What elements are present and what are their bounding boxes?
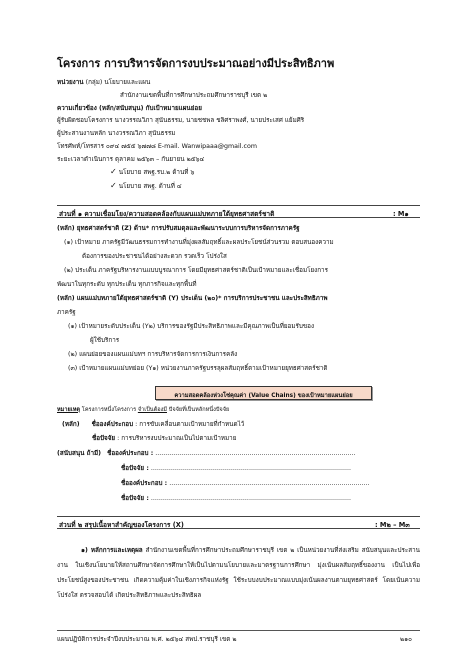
s1-line-9: ผู้ใช้บริการ [90,337,120,344]
phone-email: โทรศัพท์/โทรสาร ๐๙๔ ๗๕๕ ๖๗๗๘ E-mail. Wanwipaaa@gmail.com [57,143,257,150]
footer-text: แผนปฏิบัติการประจำปีงบประมาณ พ.ศ. ๒๕๖๔ สพป.ราชบุรี เขต ๒ [57,636,237,643]
s1-line-10: (๒) แผนย่อยของแผนแม่บทฯ การบริหารจัดการการเงินการคลัง [68,351,238,358]
s1-line-1: (หลัก) ยุทธศาสตร์ชาติ (Z) ด้าน* การปรับสมดุลและพัฒนาระบบการบริหารจัดการภาครัฐ [57,225,300,232]
support-name: ชื่อองค์ประกอบ : [121,480,168,487]
agency-office: สำนักงานเขตพื้นที่การศึกษาประถมศึกษาราชบุรี เขต ๒ [120,92,268,99]
footer-divider [57,630,420,631]
support-name: ชื่อปัจจัย : [121,465,149,472]
support-row-2 [121,466,351,472]
document-title: โครงการ การบริหารจัดการงบประมาณอย่างมีประสิทธิภาพ [57,57,335,70]
s1-line-5: พัฒนาในทุกระดับ ทุกประเด็น ทุกภารกิจและทุกพื้นที่ [57,281,197,288]
check-icon: ✓ [110,181,117,190]
section-1-header [57,205,420,218]
section-2-header [57,516,420,529]
support-dots: .................................................................................................... [150,465,352,472]
agency-line [57,80,150,86]
callout-text: ความสอดคล้องห่วงโซ่คุณค่า (Value Chains) ของเป้าหมายแผนย่อย [174,393,353,399]
policy-text: นโยบาย สพฐ.รบ.๒ ด้านที่ ๖ [118,169,195,176]
note-line [57,408,229,414]
support-row-1 [57,451,355,457]
s1-line-3: ต้องการของประชาชนได้อย่างสะดวก รวดเร็ว โปร่งใส [82,253,227,260]
agency-value: (กลุ่ม) นโยบายและแผน [83,79,151,86]
rationale-text: สำนักงานเขตพื้นที่การศึกษาประถมศึกษาราชบุรี เขต ๒ เป็นหน่วยงานที่ส่งเสริม สนับสนุนและประสานงาน ในเชิงนโยบายให้สถานศึกษาจัดการศึกษาให้เป็นไปตามนโยบายและมาตรฐานการศึกษา มุ่งเน้นผลสัมฤทธิ์ของงาน เป็นไปเพื่อประโยชน์สูงของประชาชน เกิดความคุ้มค่าในเชิงภารกิจแห่งรัฐ ใช้ระบบงบประมาณแบบมุ่งเน้นผลงานตามยุทธศาสตร์ โดยเน้นความโปร่งใส ตรวจสอบได้ เกิดประสิทธิภาพและประสิทธิผล [57,547,420,599]
section-2-label: ส่วนที่ ๒ สรุปเนื้อหาสำคัญของโครงการ (X) [59,521,184,529]
value-chain-callout [155,386,372,400]
s1-line-8: (๑) เป้าหมายระดับประเด็น (Y๒) บริการของรัฐมีประสิทธิภาพและมีคุณภาพเป็นที่ยอมรับของ [68,323,315,330]
support-dots: .................................................................................................... [150,495,352,502]
support-name: ชื่อปัจจัย : [121,495,149,502]
support-row-3 [121,481,369,487]
factor-label: ชื่อปัจจัย [92,435,116,442]
section-1-code: : M๑ [393,210,409,218]
note-label: หมายเหตุ [57,407,81,413]
section-1-label: ส่วนที่ ๑ ความเชื่อมโยง/ความสอดคล้องกับแผนแม่บทภายใต้ยุทธศาสตร์ชาติ [59,210,275,218]
relation-heading: ความเกี่ยวข้อง (หลัก/สนับสนุน) กับเป้าหมายแผนย่อย [57,105,202,112]
policy-item-2 [110,182,182,190]
rationale-paragraph [57,543,420,603]
note-text2: ปัจจัยที่เป็นหลักหนึ่งปัจจัย [166,407,230,413]
rationale-head: ๑) หลักการและเหตุผล [81,547,143,554]
agency-label: หน่วยงาน [57,79,84,86]
s1-line-4: (๒) ประเด็น ภาครัฐบริหารงานแบบบูรณาการ โดยมียุทธศาสตร์ชาติเป็นเป้าหมายและเชื่อมโยงการ [64,267,328,274]
s1-line-7: ภาครัฐ [57,309,76,316]
s1-line-2: (๑) เป้าหมาย ภาครัฐมีวัฒนธรรมการทำงานที่มุ่งผลสัมฤทธิ์และผลประโยชน์ส่วนรวม ตอบสนองความ [64,239,334,246]
period: ระยะเวลาดำเนินการ ตุลาคม ๒๕๖๓ – กันยายน ๒๕๖๔ [57,156,205,163]
section-2-code: : M๒ – M๓ [375,521,410,529]
policy-text: นโยบาย สพฐ. ด้านที่ ๔ [118,183,182,190]
support-label: (สนับสนุน ถ้ามี) [57,450,102,457]
support-name: ชื่อองค์ประกอบ : [107,450,154,457]
main-label: (หลัก) [62,421,80,428]
factor-value: : การบริหารงบประมาณเป็นไปตามเป้าหมาย [115,435,237,442]
note-text: โครงการหนึ่งโครงการ [80,407,138,413]
element-value: : การขับเคลื่อนตามเป้าหมายที่กำหนดไว้ [133,421,245,428]
support-dots: .................................................................................................... [169,480,370,487]
coordinator: ผู้ประสานงานหลัก นางวรรณวิภา สุนันธรรม [57,130,176,137]
support-row-4 [121,496,351,502]
check-icon: ✓ [110,167,117,176]
note-mid: จำเป็นต้องมี [137,407,167,413]
support-dots: .................................................................................................... [155,450,356,457]
s1-line-11: (๓) เป้าหมายแผนแม่บทย่อย (Y๑) หน่วยงานภาครัฐบรรลุผลสัมฤทธิ์ตามเป้าหมายยุทธศาสตร์ชาติ [68,365,328,372]
responsible-persons: ผู้รับผิดชอบโครงการ นางวรรณวิภา สุนันธรรม, นายชชพล ชลิศราพงศ์, นายประเสศ แย้มศิริ [57,117,305,124]
main-factor-element [62,422,244,428]
s1-line-6: (หลัก) แผนแม่บทภายใต้ยุทธศาสตร์ชาติ (Y) ประเด็น (๒๐)* การบริการประชาชน และประสิทธิภาพ [57,295,328,302]
page-number: ๒๑๐ [400,636,412,643]
policy-item-1 [110,168,194,176]
element-label: ชื่อองค์ประกอบ [91,421,134,428]
main-factor-factor [92,436,236,442]
